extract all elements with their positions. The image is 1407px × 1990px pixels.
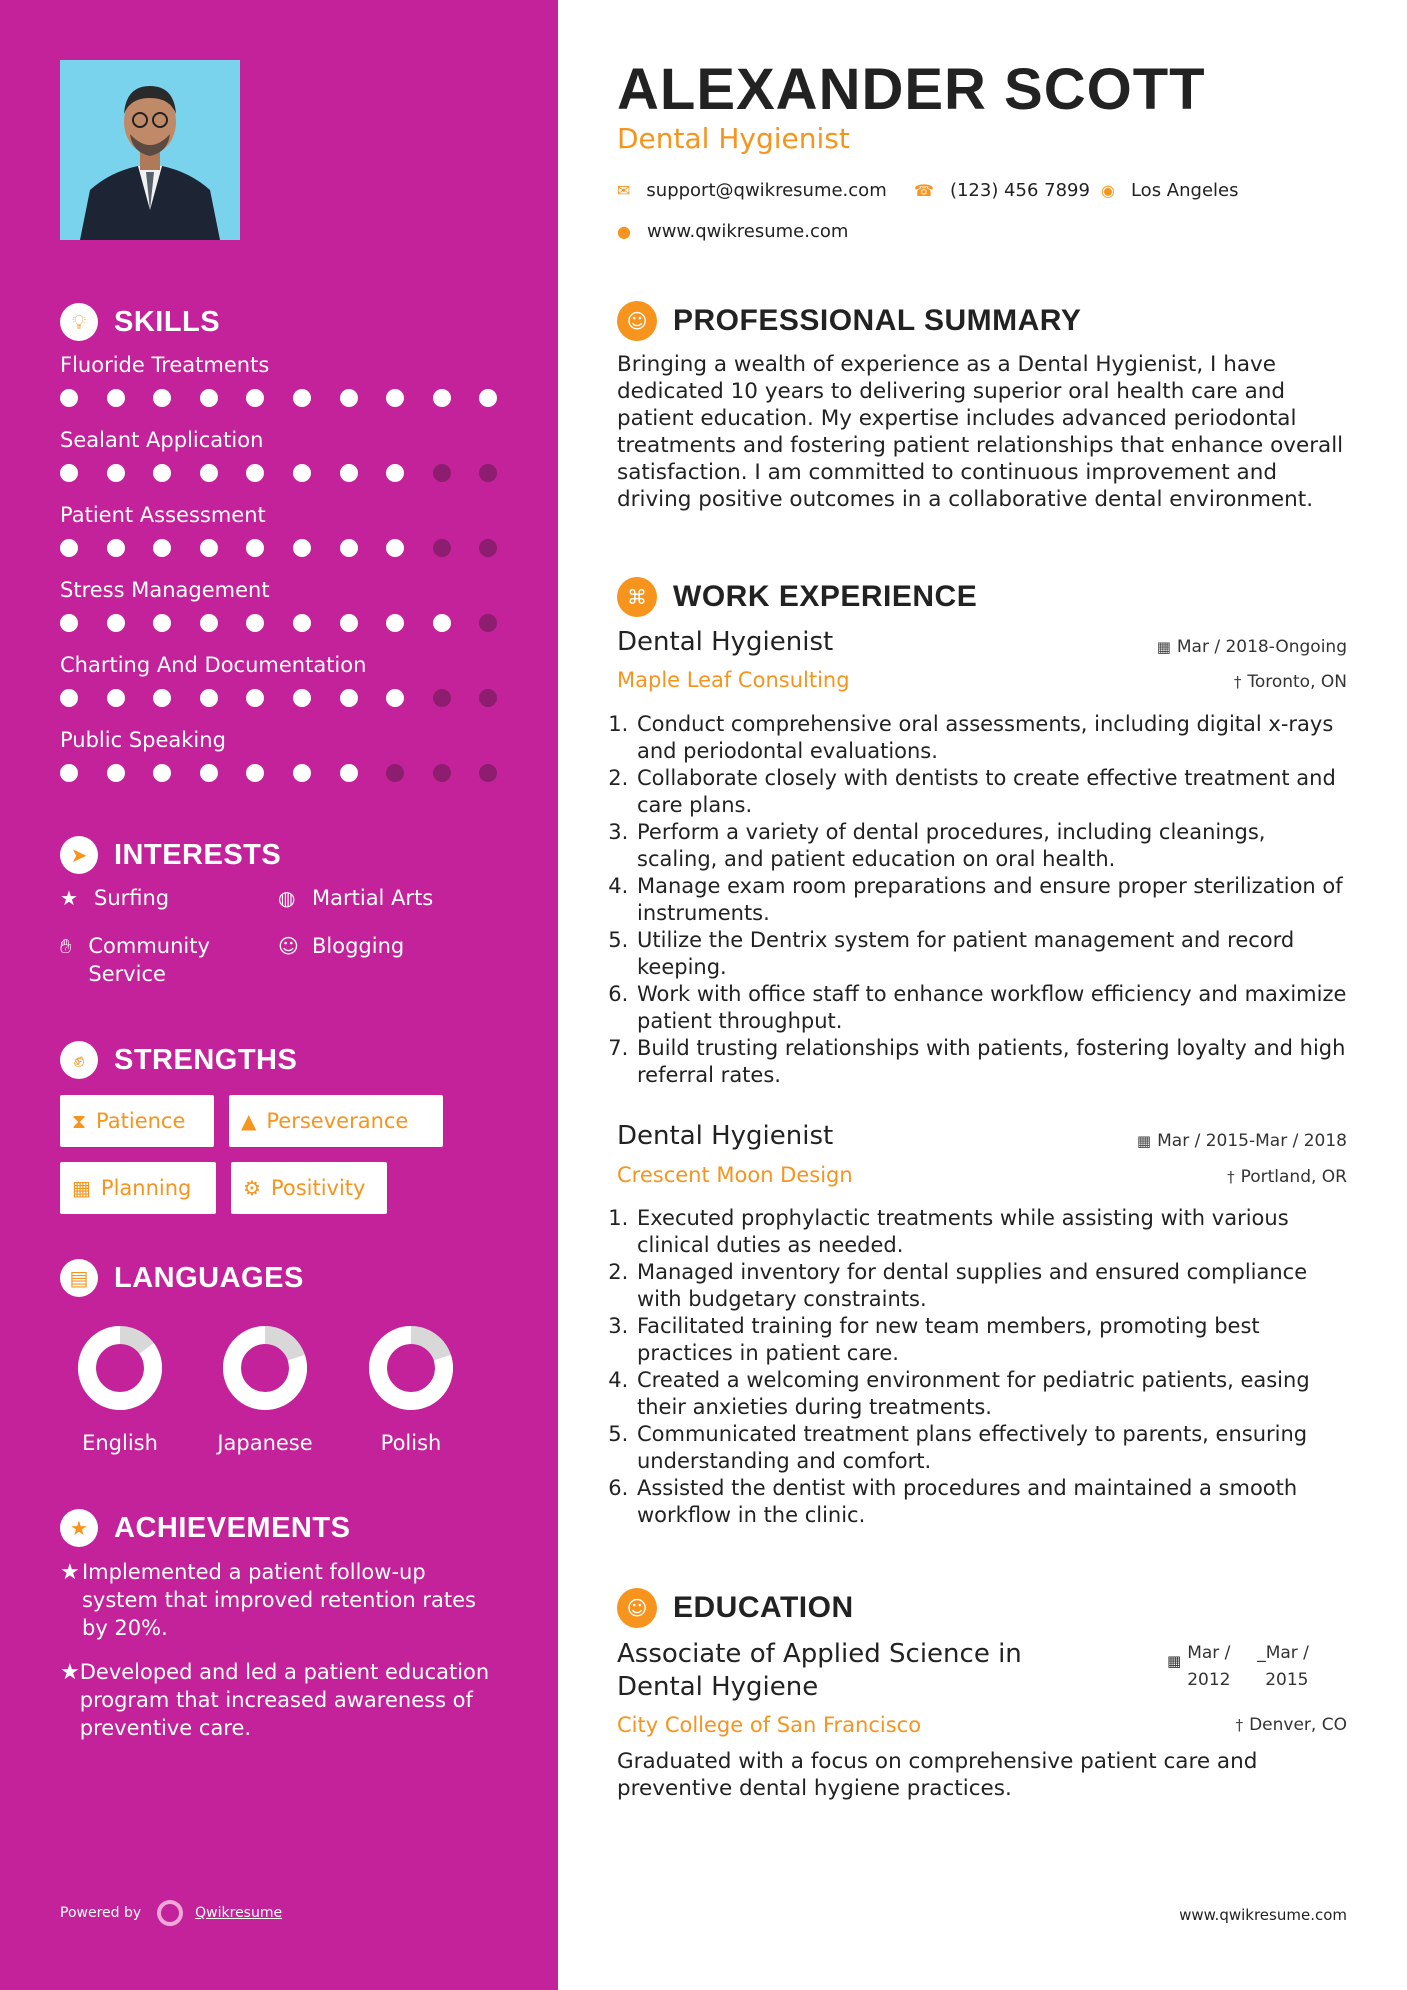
road-icon: ▲ <box>241 1109 257 1133</box>
shooting-star-icon: ★ <box>60 1560 80 1585</box>
main-content <box>617 0 1347 1990</box>
interest-item: ☺ Blogging <box>278 934 405 958</box>
contact-website[interactable]: ● www.qwikresume.com <box>617 221 849 242</box>
job-duties <box>617 1205 1347 1529</box>
rating-dot-filled <box>340 614 358 632</box>
shooting-star-icon: ★ <box>60 1660 80 1685</box>
education-location: † Denver, CO <box>1235 1715 1347 1735</box>
skill-rating <box>60 684 500 712</box>
rating-dot-filled <box>60 464 78 482</box>
powered-by: Powered by Qwikresume <box>60 1900 282 1926</box>
rating-dot-filled <box>153 539 171 557</box>
user-icon: ☺ <box>617 301 657 341</box>
job-title: Dental Hygienist <box>617 627 834 657</box>
language-name: Polish <box>380 1431 442 1455</box>
duty-item: 3. Perform a variety of dental procedures, including cleanings, scaling, and patient education on oral health. <box>635 819 1347 873</box>
rating-dot-empty <box>479 464 497 482</box>
footer-url[interactable]: www.qwikresume.com <box>1179 1906 1347 1924</box>
rating-dot-filled <box>386 389 404 407</box>
rating-dot-filled <box>293 614 311 632</box>
skills-heading: 💡︎ SKILLS <box>60 303 220 341</box>
skill-item <box>60 650 500 712</box>
rating-dot-filled <box>60 614 78 632</box>
lightbulb-icon: 💡︎ <box>60 303 98 341</box>
skill-rating <box>60 759 500 787</box>
language-donut <box>77 1325 163 1411</box>
job-duties <box>617 711 1347 1089</box>
rating-dot-filled <box>153 614 171 632</box>
skill-item <box>60 575 500 637</box>
duty-item: 2. Collaborate closely with dentists to create effective treatment and care plans. <box>635 765 1347 819</box>
rating-dot-empty <box>433 764 451 782</box>
rating-dot-filled <box>246 689 264 707</box>
calendar-icon: ▦ <box>1156 638 1171 656</box>
paper-plane-icon: ➤ <box>60 836 98 874</box>
rating-dot-filled <box>340 689 358 707</box>
summary-heading: ☺ PROFESSIONAL SUMMARY <box>617 301 1081 341</box>
job-location: † Portland, OR <box>1227 1167 1347 1187</box>
chair-icon: ⌘ <box>617 577 657 617</box>
calendar-icon: ▦ <box>1167 1652 1182 1670</box>
rating-dot-filled <box>107 614 125 632</box>
rating-dot-filled <box>293 539 311 557</box>
skill-rating <box>60 534 500 562</box>
rating-dot-filled <box>246 614 264 632</box>
rating-dot-filled <box>153 764 171 782</box>
fist-icon: ✊︎ <box>60 1041 98 1079</box>
candidate-title: Dental Hygienist <box>617 122 850 155</box>
education-dates: ▦ Mar / 2012 _Mar / 2015 <box>1167 1640 1317 1694</box>
job-location: † Toronto, ON <box>1233 672 1347 692</box>
rating-dot-filled <box>479 389 497 407</box>
rating-dot-filled <box>293 464 311 482</box>
skill-name: Stress Management <box>60 578 270 602</box>
achievement-item: ★ Developed and led a patient education program that increased awareness of preventive care. <box>60 1660 490 1740</box>
rating-dot-empty <box>433 539 451 557</box>
rating-dot-filled <box>340 464 358 482</box>
pushpin-icon: † <box>1235 1716 1244 1734</box>
rating-dot-filled <box>386 464 404 482</box>
duty-item: 1. Executed prophylactic treatments while assisting with various clinical duties as needed. <box>635 1205 1347 1259</box>
skill-item <box>60 500 500 562</box>
rating-dot-empty <box>479 764 497 782</box>
job-company: Maple Leaf Consulting <box>617 668 850 692</box>
rating-dot-filled <box>433 389 451 407</box>
duty-item: 1. Conduct comprehensive oral assessments, including digital x-rays and periodontal evaluations. <box>635 711 1347 765</box>
interest-item: ✋︎ Community Service <box>60 934 210 986</box>
skill-rating <box>60 609 500 637</box>
rating-dot-filled <box>107 389 125 407</box>
translate-icon: ▤ <box>60 1259 98 1297</box>
award-icon: ★ <box>60 1509 98 1547</box>
rating-dot-filled <box>200 764 218 782</box>
skill-rating <box>60 459 500 487</box>
rating-dot-empty <box>479 539 497 557</box>
rating-dot-filled <box>293 689 311 707</box>
skill-name: Sealant Application <box>60 428 264 452</box>
rating-dot-filled <box>340 539 358 557</box>
rating-dot-filled <box>433 614 451 632</box>
rating-dot-filled <box>386 689 404 707</box>
skill-item <box>60 350 500 412</box>
interest-item: ★ Surfing <box>60 886 170 910</box>
contact-email[interactable]: ✉ support@qwikresume.com <box>617 180 887 201</box>
language-name: English <box>82 1431 158 1455</box>
qwikresume-logo-icon <box>157 1900 183 1926</box>
rating-dot-filled <box>153 689 171 707</box>
rating-dot-filled <box>340 764 358 782</box>
sun-icon: ⚙ <box>243 1176 261 1200</box>
envelope-icon: ✉ <box>617 181 631 200</box>
rating-dot-empty <box>386 764 404 782</box>
education-description: Graduated with a focus on comprehensive patient care and preventive dental hygiene practices. <box>617 1749 1258 1801</box>
qwikresume-link[interactable]: Qwikresume <box>195 1905 283 1921</box>
rating-dot-filled <box>107 539 125 557</box>
language-name: Japanese <box>217 1431 313 1455</box>
contact-phone[interactable]: ☎ (123) 456 7899 <box>914 180 1090 201</box>
job-dates: ▦ Mar / 2015-Mar / 2018 <box>1136 1131 1347 1151</box>
job-company: Crescent Moon Design <box>617 1163 853 1187</box>
language-item <box>195 1325 335 1455</box>
school-name: City College of San Francisco <box>617 1713 922 1737</box>
rating-dot-filled <box>60 539 78 557</box>
rating-dot-filled <box>200 689 218 707</box>
rating-dot-filled <box>60 764 78 782</box>
achievements-heading: ★ ACHIEVEMENTS <box>60 1509 350 1547</box>
duty-item: 6. Assisted the dentist with procedures and maintained a smooth workflow in the clinic. <box>635 1475 1347 1529</box>
phone-icon: ☎ <box>914 181 934 200</box>
sidebar <box>0 0 558 1990</box>
rating-dot-filled <box>293 389 311 407</box>
strength-chip: ▦ Planning <box>60 1162 216 1214</box>
duty-item: 4. Created a welcoming environment for pediatric patients, easing their anxieties during treatments. <box>635 1367 1347 1421</box>
strength-chip: ▲ Perseverance <box>229 1095 443 1147</box>
map-pin-icon: ◉ <box>1101 181 1115 200</box>
interests-heading: ➤ INTERESTS <box>60 836 281 874</box>
contact-location: ◉ Los Angeles <box>1101 180 1239 201</box>
duty-item: 2. Managed inventory for dental supplies and ensured compliance with budgetary constraints. <box>635 1259 1347 1313</box>
rating-dot-empty <box>433 464 451 482</box>
rating-dot-filled <box>107 689 125 707</box>
rating-dot-filled <box>60 689 78 707</box>
rating-dot-filled <box>246 464 264 482</box>
users-icon: ☺ <box>278 934 299 958</box>
job-dates: ▦ Mar / 2018-Ongoing <box>1156 637 1347 657</box>
graduate-icon: ☺ <box>617 1588 657 1628</box>
rating-dot-filled <box>153 464 171 482</box>
experience-heading: ⌘ WORK EXPERIENCE <box>617 577 977 617</box>
skill-name: Public Speaking <box>60 728 226 752</box>
summary-text: Bringing a wealth of experience as a Dental Hygienist, I have dedicated 10 years to delivering superior oral health care and patient education. My expertise includes advanced periodontal treatments and fostering patient relationships that enhance overall satisfaction. I am committed to continuous improvement and driving positive outcomes in a collaborative dental environment. <box>617 352 1344 512</box>
pushpin-icon: † <box>1227 1168 1235 1186</box>
strength-chip: ⚙ Positivity <box>231 1162 387 1214</box>
rating-dot-filled <box>200 614 218 632</box>
rating-dot-filled <box>60 389 78 407</box>
duty-item: 4. Manage exam room preparations and ensure proper sterilization of instruments. <box>635 873 1347 927</box>
hourglass-icon: ⧗ <box>72 1109 87 1133</box>
rating-dot-filled <box>107 464 125 482</box>
duty-item: 5. Utilize the Dentrix system for patient management and record keeping. <box>635 927 1347 981</box>
education-heading: ☺ EDUCATION <box>617 1588 854 1628</box>
rating-dot-filled <box>153 389 171 407</box>
star-icon: ★ <box>60 886 78 910</box>
rating-dot-empty <box>479 614 497 632</box>
strength-chip: ⧗ Patience <box>60 1095 214 1147</box>
calendar-icon: ▦ <box>72 1176 91 1200</box>
rating-dot-filled <box>293 764 311 782</box>
duty-item: 6. Work with office staff to enhance workflow efficiency and maximize patient throughput. <box>635 981 1347 1035</box>
language-donut <box>222 1325 308 1411</box>
rating-dot-filled <box>386 614 404 632</box>
languages-heading: ▤ LANGUAGES <box>60 1259 304 1297</box>
rating-dot-filled <box>246 764 264 782</box>
skill-item <box>60 725 500 787</box>
skill-rating <box>60 384 500 412</box>
rating-dot-filled <box>246 539 264 557</box>
duty-item: 3. Facilitated training for new team members, promoting best practices in patient care. <box>635 1313 1347 1367</box>
duty-item: 7. Build trusting relationships with patients, fostering loyalty and high referral rates. <box>635 1035 1347 1089</box>
achievement-item: ★ Implemented a patient follow-up system that improved retention rates by 20%. <box>60 1560 476 1640</box>
calendar-icon: ▦ <box>1136 1132 1152 1150</box>
skill-name: Patient Assessment <box>60 503 266 527</box>
rating-dot-filled <box>200 464 218 482</box>
strengths-heading: ✊︎ STRENGTHS <box>60 1041 297 1079</box>
rating-dot-filled <box>340 389 358 407</box>
profile-photo <box>60 60 240 240</box>
rating-dot-empty <box>433 689 451 707</box>
language-item <box>341 1325 481 1455</box>
rating-dot-filled <box>200 539 218 557</box>
hand-icon: ✋︎ <box>60 934 72 958</box>
globe-icon: ◍ <box>278 886 296 910</box>
job-title: Dental Hygienist <box>617 1121 834 1151</box>
rating-dot-filled <box>107 764 125 782</box>
skill-item <box>60 425 500 487</box>
rating-dot-filled <box>246 389 264 407</box>
degree-title: Associate of Applied Science in Dental Hygiene <box>617 1639 1022 1702</box>
candidate-name: ALEXANDER SCOTT <box>617 57 1206 122</box>
language-donut <box>368 1325 454 1411</box>
rating-dot-empty <box>479 689 497 707</box>
rating-dot-filled <box>200 389 218 407</box>
duty-item: 5. Communicated treatment plans effectively to parents, ensuring understanding and comfort. <box>635 1421 1347 1475</box>
globe-icon: ● <box>617 222 631 241</box>
interest-item: ◍ Martial Arts <box>278 886 434 910</box>
rating-dot-filled <box>386 539 404 557</box>
skill-name: Charting And Documentation <box>60 653 367 677</box>
skill-name: Fluoride Treatments <box>60 353 270 377</box>
language-item <box>50 1325 190 1455</box>
pushpin-icon: † <box>1233 673 1242 691</box>
